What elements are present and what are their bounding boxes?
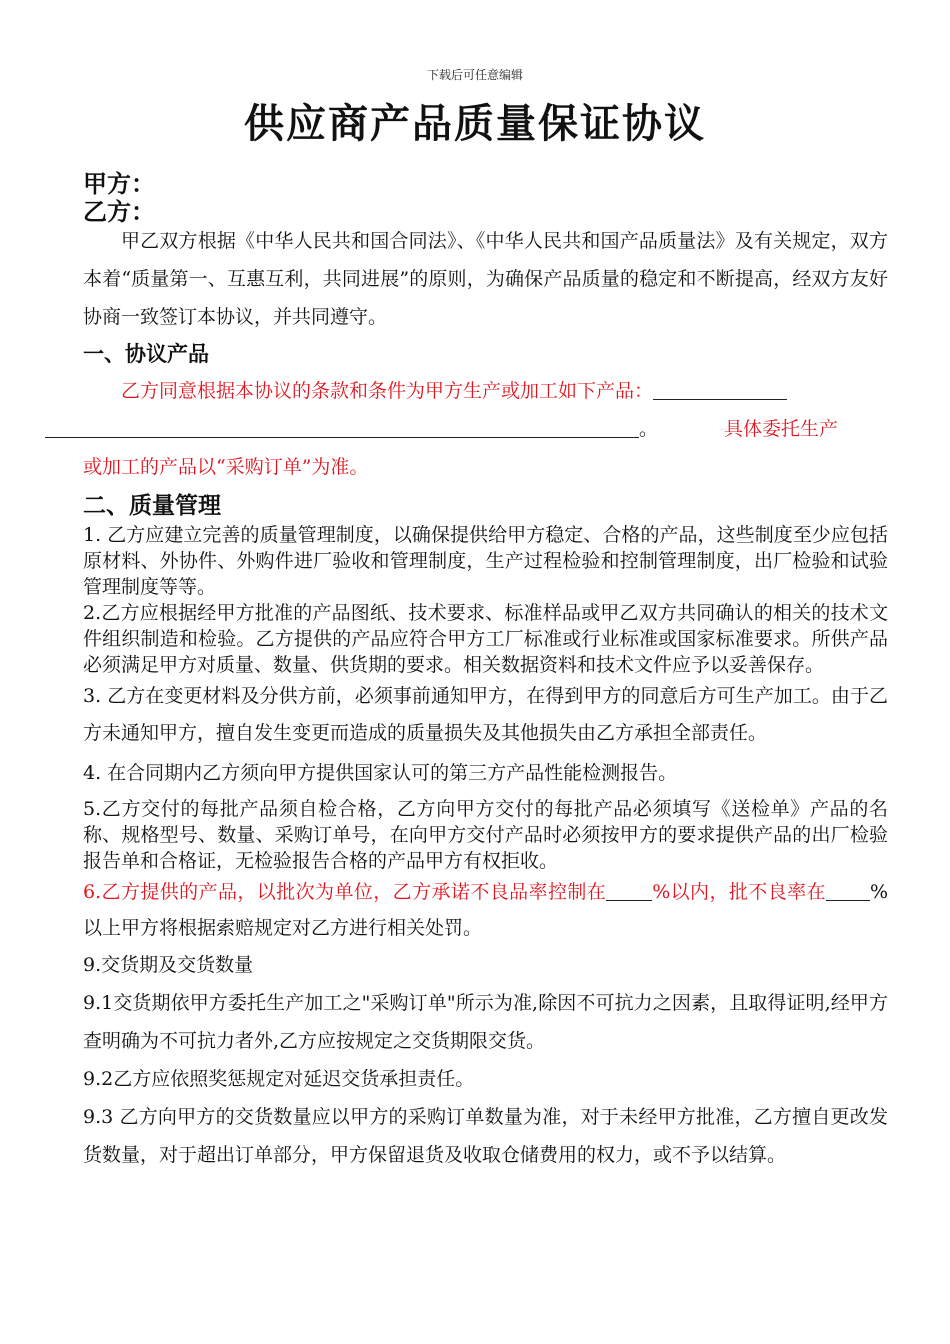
document-title: 供应商产品质量保证协议 (244, 101, 706, 147)
section-1-end: 。 (639, 418, 659, 440)
section-2-title: 二、质量管理 (83, 493, 221, 519)
section-2-item-5: 5.乙方交付的每批产品须自检合格，乙方向甲方交付的每批产品必须填写《送检单》产品的名称、规格型号、数量、采购订单号，在向甲方交付产品时必须按甲方的要求提供产品的出厂检验报告单和合格证，无检验报告合格的产品甲方有权拒收。 (83, 798, 888, 872)
section-9-title: 9.交货期及交货数量 (83, 954, 254, 976)
intro-paragraph: 甲乙双方根据《中华人民共和国合同法》、《中华人民共和国产品质量法》及有关规定，双方本着“质量第一、互惠互利，共同进展”的原则，为确保产品质量的稳定和不断提高，经双方友好协商一致签订本协议，并共同遵守。 (83, 230, 888, 328)
section-9-item-3: 9.3 乙方向甲方的交货数量应以甲方的采购订单数量为准，对于未经甲方批准，乙方擅自更改发货数量，对于超出订单部分，甲方保留退货及收取仓储费用的权力，或不予以结算。 (83, 1106, 888, 1166)
section-2-item-3: 3. 乙方在变更材料及分供方前，必须事前通知甲方，在得到甲方的同意后方可生产加工。由于乙方未通知甲方，擅自发生变更而造成的质量损失及其他损失由乙方承担全部责任。 (83, 685, 888, 744)
section-1-last-line: 或加工的产品以“采购订单”为准。 (83, 456, 369, 478)
batch-defect-blank (826, 881, 870, 901)
section-2-item-2: 2.乙方应根据经甲方批准的产品图纸、技术要求、标准样品或甲乙双方共同确认的相关的技术文件组织制造和检验。乙方提供的产品应符合甲方工厂标准或行业标准或国家标准要求。所供产品必须满足甲方对质量、数量、供货期的要求。相关数据资料和技术文件应予以妥善保存。 (83, 602, 888, 676)
section-2-item-6 (83, 874, 888, 946)
section-2-item-1: 1. 乙方应建立完善的质量管理制度，以确保提供给甲方稳定、合格的产品，这些制度至少应包括原材料、外协件、外购件进厂验收和管理制度，生产过程检验和控制管理制度，出厂检验和试验管理制度等等。 (83, 524, 888, 598)
party-a-label: 甲方： (83, 170, 155, 198)
item-6-part-b: %以内，批不良率在 (652, 881, 826, 903)
section-9-item-2: 9.2乙方应依照奖惩规定对延迟交货承担责任。 (83, 1068, 475, 1090)
party-b-label: 乙方： (83, 198, 155, 226)
section-9-item-1: 9.1交货期依甲方委托生产加工之"采购订单"所示为准,除因不可抗力之因素，且取得证明,经甲方查明确为不可抗力者外,乙方应按规定之交货期限交货。 (83, 992, 888, 1052)
section-1-paragraph (83, 372, 888, 448)
item-6-part-c: %以上甲方将根据索赔规定对乙方进行相关处罚。 (83, 881, 888, 939)
defect-rate-blank (606, 881, 652, 901)
item-6-part-a: 6.乙方提供的产品，以批次为单位，乙方承诺不良品率控制在 (83, 881, 607, 903)
header-note: 下载后可任意编辑 (426, 68, 523, 82)
section-1-title: 一、协议产品 (83, 342, 209, 366)
section-2-item-4: 4. 在合同期内乙方须向甲方提供国家认可的第三方产品性能检测报告。 (83, 762, 678, 784)
section-1-text: 乙方同意根据本协议的条款和条件为甲方生产或加工如下产品： (121, 380, 654, 402)
product-blank-2 (45, 418, 639, 438)
document-body (83, 170, 888, 1174)
product-blank-1 (653, 380, 787, 400)
section-1-tail: 具体委托生产 (724, 418, 839, 440)
